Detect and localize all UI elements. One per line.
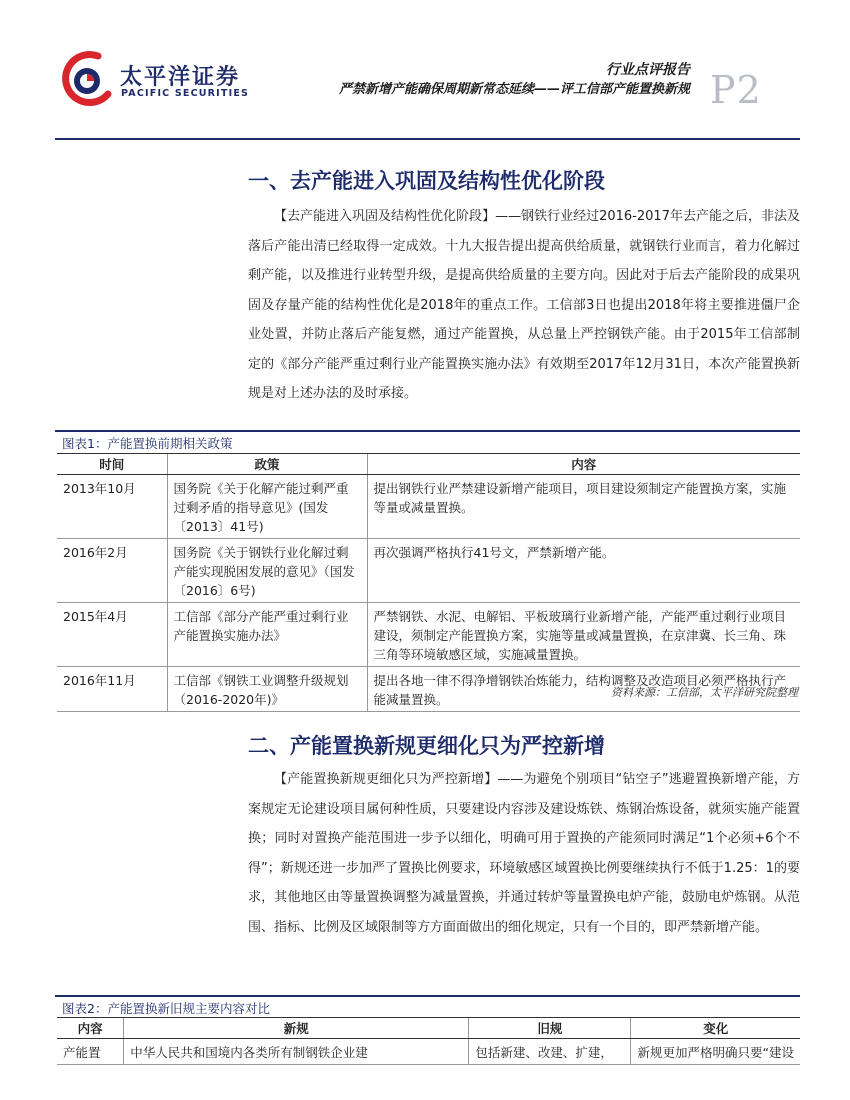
page-header: [0, 0, 850, 140]
table-header-cell: 旧规: [469, 1018, 631, 1039]
table-cell: 再次强调严格执行41号文，严禁新增产能。: [367, 539, 800, 603]
table-cell: 国务院《关于化解产能过剩严重过剩矛盾的指导意见》(国发〔2013〕41号): [167, 475, 367, 539]
section-2-paragraph: [248, 765, 800, 942]
section-1-paragraph: [248, 202, 800, 409]
table-cell: 国务院《关于钢铁行业化解过剩产能实现脱困发展的意见》（国发〔2016〕6号): [167, 539, 367, 603]
table-cell: 2016年11月: [57, 667, 167, 712]
table-header-cell: 时间: [57, 454, 167, 475]
table-cell: 提出钢铁行业严禁建设新增产能项目，项目建设须制定产能置换方案，实施等量或减量置换。: [367, 475, 800, 539]
section-1-title: 一、去产能进入巩固及结构性优化阶段: [248, 169, 605, 193]
table-cell: 2015年4月: [57, 603, 167, 667]
rules-comparison-table: [57, 1017, 800, 1065]
section-2-title: 二、产能置换新规更细化只为严控新增: [248, 734, 605, 758]
figure-2-caption: 图表2：产能置换新旧规主要内容对比: [62, 1001, 270, 1016]
table-header-row: [57, 454, 800, 475]
table-header-cell: 变化: [631, 1018, 800, 1039]
figure-1-topline: [55, 430, 800, 432]
table-header-row: [57, 1018, 800, 1039]
table-cell: 工信部《钢铁工业调整升级规划（2016-2020年)》: [167, 667, 367, 712]
table-header-cell: 政策: [167, 454, 367, 475]
table-header-cell: 新规: [124, 1018, 469, 1039]
figure-1-source: 资料来源：工信部，太平洋研究院整理: [611, 686, 798, 699]
table-cell: 2013年10月: [57, 475, 167, 539]
section-2-text: 【产能置换新规更细化只为严控新增】——为避免个别项目“钻空子”逃避置换新增产能，方案规定无论建设项目属何种性质，只要建设内容涉及建设炼铁、炼钢冶炼设备，就须实施产能置换；同时对置换产能范围进一步予以细化，明确可用于置换的产能须同时满足“1个必须+6个不得”；新规还进一步加严了置换比例要求，环境敏感区域置换比例要继续执行不低于1.25：1的要求，其他地区由等量置换调整为减量置换，并通过转炉等量置换电炉产能，鼓励电炉炼钢。从范围、指标、比例及区域限制等方方面面做出的细化规定，只有一个目的，即严禁新增产能。: [248, 772, 800, 935]
table-cell: 提出各地一律不得净增钢铁冶炼能力，结构调整及改造项目必须严格执行产能减量置换。: [367, 667, 800, 712]
pacific-securities-logo: [58, 50, 116, 108]
section-1-text: 【去产能进入巩固及结构性优化阶段】——钢铁行业经过2016-2017年去产能之后，非法及落后产能出清已经取得一定成效。十九大报告提出提高供给质量，就钢铁行业而言，着力化解过剩产能，以及推进行业转型升级，是提高供给质量的主要方向。因此对于后去产能阶段的成果巩固及存量产能的结构性优化是2018年的重点工作。工信部3日也提出2018年将主要推进僵尸企业处置，并防止落后产能复燃，通过产能置换，从总量上严控钢铁产能。由于2015年工信部制定的《部分产能严重过剩行业产能置换实施办法》有效期至2017年12月31日，本次产能置换新规是对上述办法的及时承接。: [248, 209, 800, 401]
table-header-cell: 内容: [57, 1018, 124, 1039]
table-header-cell: 内容: [367, 454, 800, 475]
table-row: [57, 475, 800, 539]
logo-text-cn: 太平洋证券: [120, 65, 241, 90]
table-cell: 严禁钢铁、水泥、电解铝、平板玻璃行业新增产能，产能严重过剩行业项目建设，须制定产能置换方案，实施等量或减量置换，在京津冀、长三角、珠三角等环境敏感区域，实施减量置换。: [367, 603, 800, 667]
figure-2-topline: [55, 995, 800, 997]
header-divider: [55, 138, 800, 140]
report-title: 严禁新增产能确保周期新常态延续——评工信部产能置换新规: [338, 82, 690, 97]
table-row: [57, 603, 800, 667]
table-cell: 工信部《部分产能严重过剩行业产能置换实施办法》: [167, 603, 367, 667]
table-cell: 包括新建、改建、扩建，: [469, 1039, 631, 1065]
table-row: [57, 1039, 800, 1065]
table-cell: 新规更加严格明确只要“建设: [631, 1039, 800, 1065]
table-cell: 产能置: [57, 1039, 124, 1065]
logo-text-en: PACIFIC SECURITIES: [121, 88, 250, 99]
figure-1-caption: 图表1：产能置换前期相关政策: [62, 436, 233, 451]
table-cell: 中华人民共和国境内各类所有制钢铁企业建: [124, 1039, 469, 1065]
table-row: [57, 539, 800, 603]
page-number: P2: [710, 68, 762, 112]
report-type: 行业点评报告: [606, 62, 690, 78]
table-cell: 2016年2月: [57, 539, 167, 603]
policy-table: [57, 453, 800, 712]
